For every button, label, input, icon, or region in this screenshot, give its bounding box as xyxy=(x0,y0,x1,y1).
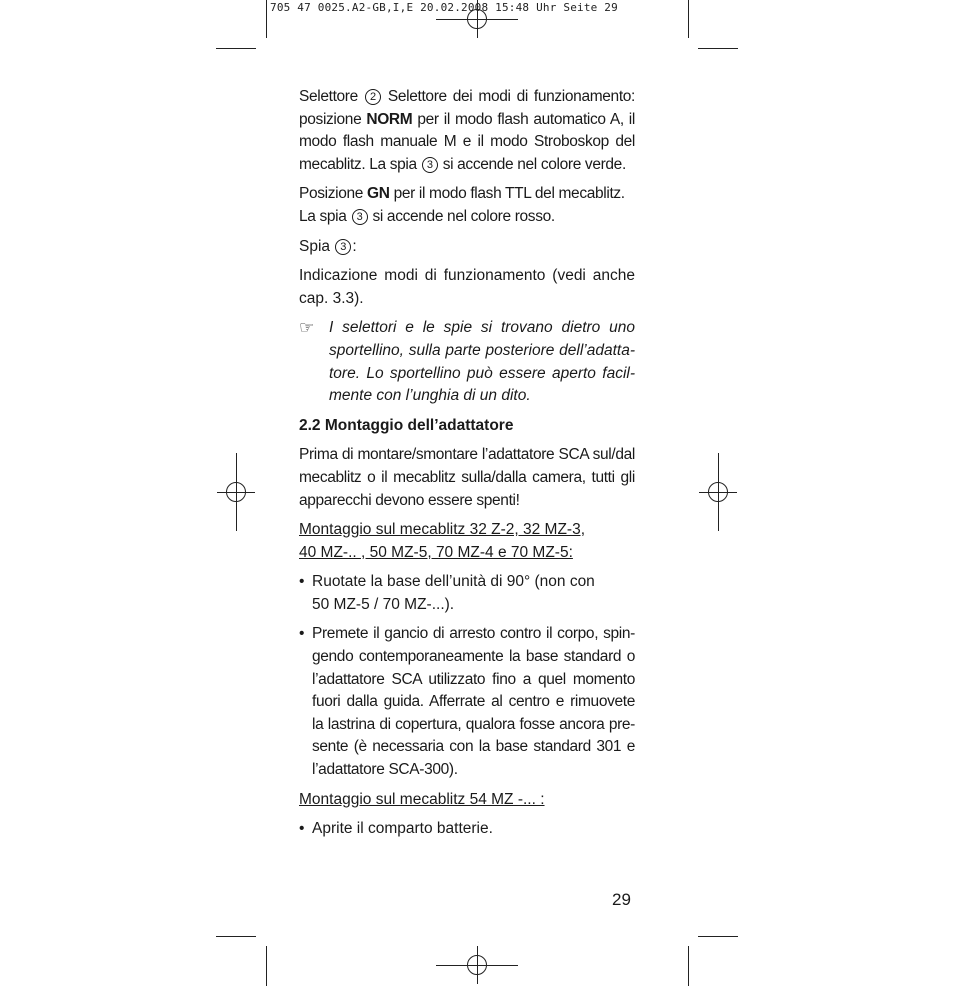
paragraph-selector: Selettore 2 Selettore dei modi di funzionamento: posizione NORM per il modo flash automatico A, il modo flash manuale M e il modo Stroboskop del mecablitz. La spia 3 si accende nel colore verde. xyxy=(299,88,636,173)
bullet-icon: • xyxy=(299,820,305,838)
list-item: • Aprite il comparto batterie. xyxy=(299,818,635,841)
crop-mark xyxy=(236,453,237,473)
callout-number: 3 xyxy=(335,239,351,255)
registration-mark-left xyxy=(217,473,255,511)
page-content xyxy=(299,86,635,848)
subheading-mounting-2: Montaggio sul mecablitz 54 MZ -... : xyxy=(299,790,545,808)
callout-number: 2 xyxy=(365,89,381,105)
paragraph-indicator: Indicazione modi di funzionamento (vedi anche cap. 3.3). xyxy=(299,267,635,307)
registration-mark-right xyxy=(699,473,737,511)
crop-mark xyxy=(688,0,689,38)
crop-mark xyxy=(718,453,719,473)
crop-mark xyxy=(698,936,738,937)
crop-mark xyxy=(496,19,518,20)
paragraph-spia: Spia 3 : xyxy=(299,237,357,255)
note-text: I selettori e le spie si trovano dietro uno sportellino, sulla parte posteriore dell’adatta-tore. Lo sportellino può essere aperto facil-mente con l’unghia di un dito. xyxy=(329,319,635,405)
crop-mark xyxy=(216,936,256,937)
callout-number: 3 xyxy=(422,157,438,173)
subheading-mounting-1: Montaggio sul mecablitz 32 Z-2, 32 MZ-3, 40 MZ-.. , 50 MZ-5, 70 MZ-4 e 70 MZ-5: xyxy=(299,521,586,561)
print-slug: 705 47 0025.A2-GB,I,E 20.02.2008 15:48 Uhr Seite 29 xyxy=(270,1,618,14)
crop-mark xyxy=(236,511,237,531)
crop-mark xyxy=(436,19,458,20)
crop-mark xyxy=(688,946,689,986)
bullet-icon: • xyxy=(299,573,305,591)
list-item: • Ruotate la base dell’unità di 90° (non con 50 MZ-5 / 70 MZ-...). xyxy=(299,573,595,613)
page-number: 29 xyxy=(612,890,631,909)
crop-mark xyxy=(266,946,267,986)
pointing-hand-icon: ☞ xyxy=(299,318,315,338)
crop-mark xyxy=(698,48,738,49)
paragraph-gn: Posizione GN per il modo flash TTL del mecablitz. La spia 3 si accende nel colore rosso. xyxy=(299,185,625,225)
list-item: • Premete il gancio di arresto contro il corpo, spin-gendo contemporaneamente la base standard o l’adattatore SCA utilizzato fino a quel momento fuori dalla guida. Afferrate al centro e rimuovete la lastrina di copertura, qualora fosse ancora pre-sente (è necessaria con la base standard 301 e l’adattatore SCA-300). xyxy=(299,625,635,779)
crop-mark xyxy=(718,511,719,531)
crop-mark xyxy=(436,965,458,966)
callout-number: 3 xyxy=(352,209,368,225)
registration-mark-bottom xyxy=(458,946,496,984)
paragraph-warning: Prima di montare/smontare l’adattatore SCA sul/dal mecablitz o il mecablitz sulla/dalla camera, tutti gli apparecchi devono essere spenti! xyxy=(299,446,635,509)
section-heading: 2.2 Montaggio dell’adattatore xyxy=(299,416,514,434)
crop-mark xyxy=(266,0,267,38)
crop-mark xyxy=(496,965,518,966)
bullet-icon: • xyxy=(299,625,305,643)
note-block xyxy=(299,317,635,407)
crop-mark xyxy=(216,48,256,49)
